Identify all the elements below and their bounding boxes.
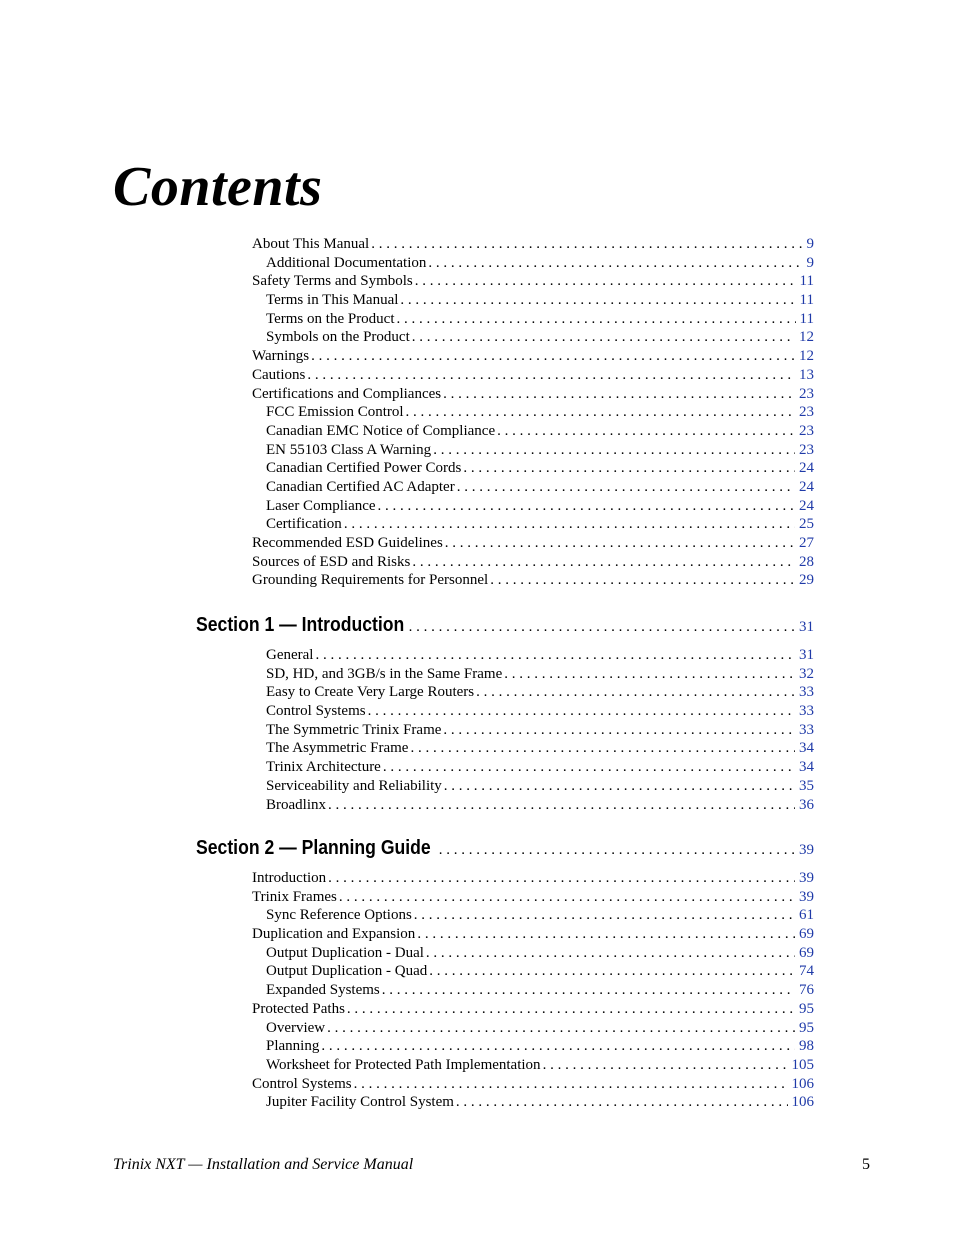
toc-entry-page-link[interactable]: 95 — [799, 1000, 814, 1017]
dot-leader — [406, 403, 795, 422]
toc-entry-title[interactable]: Duplication and Expansion — [252, 926, 416, 943]
dot-leader — [412, 553, 795, 572]
footer-page-number: 5 — [862, 1156, 870, 1173]
toc-section-2 — [0, 869, 954, 1112]
toc-entry-page-link[interactable]: 32 — [799, 665, 814, 682]
toc-entry-title[interactable]: Recommended ESD Guidelines — [252, 535, 443, 551]
page-title: Contents — [113, 156, 323, 218]
toc-entry-title[interactable]: Broadlinx — [266, 796, 326, 813]
dot-leader — [490, 571, 795, 590]
toc-entry-title[interactable]: About This Manual — [252, 236, 370, 252]
toc-entry[interactable] — [0, 925, 954, 944]
toc-entry[interactable] — [0, 422, 954, 441]
dot-leader — [426, 944, 795, 963]
toc-section-1-heading[interactable] — [196, 614, 814, 642]
toc-entry-page-link[interactable]: 25 — [799, 516, 814, 533]
toc-entry[interactable] — [0, 515, 954, 534]
toc-entry-page-link[interactable]: 69 — [799, 944, 814, 961]
toc-entry[interactable] — [0, 366, 954, 385]
toc-entry-page-link[interactable]: 34 — [799, 759, 814, 776]
toc-entry[interactable] — [0, 665, 954, 684]
dot-leader — [456, 1093, 788, 1112]
toc-entry[interactable] — [0, 291, 954, 310]
toc-entry-page-link[interactable]: 34 — [799, 740, 814, 757]
toc-entry-page-link[interactable]: 24 — [799, 497, 814, 514]
toc-entry[interactable] — [0, 441, 954, 460]
toc-entry-page-link[interactable]: 11 — [799, 292, 814, 309]
toc-entry[interactable] — [0, 888, 954, 907]
toc-entry[interactable] — [0, 478, 954, 497]
toc-entry-page-link[interactable]: 12 — [799, 348, 814, 365]
toc-front-matter — [0, 235, 954, 590]
toc-entry-page-link[interactable]: 9 — [806, 254, 814, 271]
section-1-page[interactable]: 31 — [799, 619, 814, 635]
dot-leader — [307, 366, 795, 385]
toc-entry[interactable] — [0, 796, 954, 815]
toc-entry-title[interactable]: Terms in This Manual — [266, 292, 399, 309]
toc-entry-page-link[interactable]: 74 — [799, 963, 814, 980]
toc-entry-title[interactable]: Sync Reference Options — [266, 907, 412, 924]
toc-entry-title[interactable]: Trinix Frames — [252, 888, 337, 905]
toc-entry[interactable] — [0, 553, 954, 572]
dot-leader — [315, 646, 795, 665]
toc-entry[interactable] — [0, 1056, 954, 1075]
toc-entry[interactable] — [0, 328, 954, 347]
toc-entry-title[interactable]: Warnings — [252, 348, 310, 365]
dot-leader — [344, 515, 795, 534]
toc-entry-page-link[interactable]: 36 — [799, 796, 814, 813]
dot-leader — [321, 1037, 795, 1056]
toc-entry[interactable] — [0, 721, 954, 740]
dot-leader — [443, 385, 795, 404]
toc-entry-page-link[interactable]: 39 — [799, 870, 814, 886]
toc-entry[interactable] — [0, 254, 954, 273]
toc-entry-page-link[interactable]: 23 — [799, 422, 814, 439]
toc-entry[interactable] — [0, 944, 954, 963]
dot-leader — [433, 441, 795, 460]
toc-entry-title[interactable]: Trinix Architecture — [266, 759, 381, 776]
toc-entry-title[interactable]: Symbols on the Product — [266, 329, 410, 346]
section-2-title[interactable]: Section 2 — Planning Guide — [196, 837, 431, 859]
toc-entry-title[interactable]: Planning — [266, 1038, 320, 1055]
toc-entry[interactable] — [0, 403, 954, 422]
toc-entry-page-link[interactable]: 29 — [799, 572, 814, 589]
toc-entry[interactable] — [0, 869, 954, 888]
dot-leader — [414, 906, 795, 925]
toc-entry-title[interactable]: Serviceability and Reliability — [266, 777, 442, 794]
toc-entry-title[interactable]: Cautions — [252, 366, 306, 383]
toc-entry[interactable] — [0, 534, 954, 553]
section-1-title[interactable]: Section 1 — Introduction — [196, 614, 405, 636]
dot-leader — [354, 1075, 788, 1094]
toc-entry-title[interactable]: Grounding Requirements for Personnel — [252, 572, 489, 589]
dot-leader — [457, 478, 795, 497]
toc-entry[interactable] — [0, 962, 954, 981]
toc-entry-title[interactable]: General — [266, 647, 314, 663]
toc-entry[interactable] — [0, 1037, 954, 1056]
toc-entry-title[interactable]: Overview — [266, 1019, 326, 1036]
toc-entry[interactable] — [0, 1093, 954, 1112]
toc-entry[interactable] — [0, 646, 954, 665]
dot-leader — [368, 702, 795, 721]
toc-entry-page-link[interactable]: 31 — [799, 647, 814, 663]
toc-entry[interactable] — [0, 497, 954, 516]
toc-entry[interactable] — [0, 1000, 954, 1019]
toc-entry[interactable] — [0, 272, 954, 291]
toc-entry-page-link[interactable]: 33 — [799, 721, 814, 738]
toc-entry[interactable] — [0, 459, 954, 478]
section-2-page[interactable]: 39 — [799, 842, 814, 858]
toc-entry-page-link[interactable]: 33 — [799, 703, 814, 720]
toc-entry[interactable] — [0, 235, 954, 254]
toc-entry-page-link[interactable]: 106 — [791, 1094, 814, 1111]
toc-entry-title[interactable]: Jupiter Facility Control System — [266, 1094, 454, 1111]
dot-leader — [439, 842, 795, 859]
toc-entry-page-link[interactable]: 13 — [799, 366, 814, 383]
toc-entry-page-link[interactable]: 95 — [799, 1019, 814, 1036]
toc-entry[interactable] — [0, 571, 954, 590]
toc-entry-page-link[interactable]: 9 — [806, 236, 814, 252]
toc-entry-page-link[interactable]: 105 — [791, 1056, 814, 1073]
dot-leader — [428, 254, 802, 273]
dot-leader — [327, 1019, 795, 1038]
toc-entry[interactable] — [0, 347, 954, 366]
toc-entry-page-link[interactable]: 76 — [799, 982, 814, 999]
dot-leader — [378, 497, 795, 516]
toc-entry-title[interactable]: Control Systems — [266, 703, 366, 720]
toc-entry-title[interactable]: Additional Documentation — [266, 254, 427, 271]
dot-leader — [463, 459, 795, 478]
toc-entry-page-link[interactable]: 39 — [799, 888, 814, 905]
dot-leader — [415, 272, 796, 291]
dot-leader — [476, 683, 795, 702]
footer-manual-title: Trinix NXT — Installation and Service Manual — [113, 1156, 414, 1173]
toc-entry-title[interactable]: Certifications and Compliances — [252, 385, 442, 402]
toc-entry-title[interactable]: Worksheet for Protected Path Implementation — [266, 1056, 541, 1073]
toc-entry-title[interactable]: The Asymmetric Frame — [266, 740, 409, 757]
toc-entry-page-link[interactable]: 69 — [799, 926, 814, 943]
dot-leader — [383, 758, 795, 777]
dot-leader — [328, 869, 795, 888]
toc-entry[interactable] — [0, 1019, 954, 1038]
dot-leader — [409, 619, 795, 636]
toc-entry-title[interactable]: Control Systems — [252, 1075, 352, 1092]
toc-entry-page-link[interactable]: 11 — [799, 310, 814, 327]
toc-entry-page-link[interactable]: 35 — [799, 777, 814, 794]
toc-entry[interactable] — [0, 758, 954, 777]
toc-entry-page-link[interactable]: 23 — [799, 404, 814, 421]
toc-entry-page-link[interactable]: 33 — [799, 684, 814, 701]
toc-section-1 — [0, 646, 954, 814]
toc-entry-page-link[interactable]: 28 — [799, 553, 814, 570]
toc-entry[interactable] — [0, 385, 954, 404]
dot-leader — [371, 235, 802, 254]
toc-entry-title[interactable]: Sources of ESD and Risks — [252, 553, 411, 570]
toc-entry-title[interactable]: Canadian EMC Notice of Compliance — [266, 422, 496, 439]
toc-entry-title[interactable]: SD, HD, and 3GB/s in the Same Frame — [266, 665, 503, 682]
toc-entry-title[interactable]: Terms on the Product — [266, 310, 395, 327]
dot-leader — [311, 347, 795, 366]
dot-leader — [443, 721, 795, 740]
toc-entry-title[interactable]: EN 55103 Class A Warning — [266, 441, 432, 458]
dot-leader — [412, 328, 795, 347]
toc-entry[interactable] — [0, 310, 954, 329]
dot-leader — [400, 291, 795, 310]
toc-entry-title[interactable]: Canadian Certified AC Adapter — [266, 478, 455, 495]
toc-entry-title[interactable]: Output Duplication - Dual — [266, 944, 424, 961]
toc-entry-title[interactable]: Certification — [266, 516, 342, 533]
toc-entry-page-link[interactable]: 24 — [799, 460, 814, 477]
toc-entry-title[interactable]: Protected Paths — [252, 1000, 345, 1017]
toc-entry[interactable] — [0, 981, 954, 1000]
dot-leader — [445, 534, 795, 553]
toc-entry-page-link[interactable]: 12 — [799, 329, 814, 346]
toc-entry-title[interactable]: Introduction — [252, 870, 327, 886]
dot-leader — [543, 1056, 788, 1075]
toc-entry[interactable] — [0, 702, 954, 721]
toc-entry[interactable] — [0, 777, 954, 796]
dot-leader — [504, 665, 795, 684]
toc-entry-title[interactable]: Canadian Certified Power Cords — [266, 460, 462, 477]
dot-leader — [429, 962, 795, 981]
toc-entry-page-link[interactable]: 27 — [799, 535, 814, 551]
dot-leader — [417, 925, 795, 944]
dot-leader — [444, 777, 795, 796]
toc-entry[interactable] — [0, 906, 954, 925]
toc-entry-page-link[interactable]: 23 — [799, 441, 814, 458]
dot-leader — [410, 739, 795, 758]
toc-entry[interactable] — [0, 683, 954, 702]
toc-entry-page-link[interactable]: 23 — [799, 385, 814, 402]
toc-entry-title[interactable]: FCC Emission Control — [266, 404, 404, 421]
dot-leader — [397, 310, 796, 329]
toc-entry-title[interactable]: Laser Compliance — [266, 497, 376, 514]
toc-entry-page-link[interactable]: 24 — [799, 478, 814, 495]
toc-entry-page-link[interactable]: 98 — [799, 1038, 814, 1055]
dot-leader — [328, 796, 795, 815]
toc-entry[interactable] — [0, 1075, 954, 1094]
toc-entry[interactable] — [0, 739, 954, 758]
toc-entry-title[interactable]: The Symmetric Trinix Frame — [266, 721, 442, 738]
toc-entry-title[interactable]: Output Duplication - Quad — [266, 963, 428, 980]
dot-leader — [382, 981, 795, 1000]
toc-entry-title[interactable]: Safety Terms and Symbols — [252, 273, 413, 290]
dot-leader — [339, 888, 795, 907]
page-footer — [113, 1156, 870, 1174]
dot-leader — [497, 422, 795, 441]
toc-entry-title[interactable]: Expanded Systems — [266, 982, 380, 999]
toc-entry-title[interactable]: Easy to Create Very Large Routers — [266, 684, 475, 701]
dot-leader — [347, 1000, 795, 1019]
toc-entry-page-link[interactable]: 61 — [799, 907, 814, 924]
toc-entry-page-link[interactable]: 11 — [799, 273, 814, 290]
toc-entry-page-link[interactable]: 106 — [791, 1075, 814, 1092]
toc-section-2-heading[interactable] — [196, 837, 814, 865]
